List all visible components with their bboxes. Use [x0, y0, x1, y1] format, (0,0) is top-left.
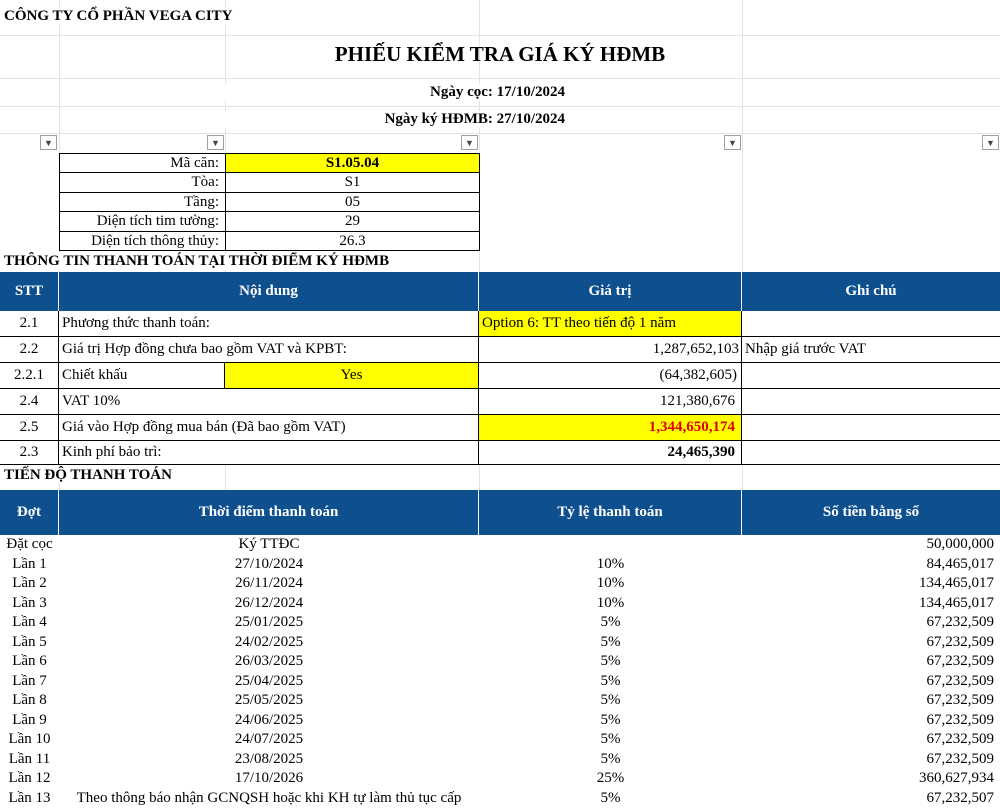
period-cell: Lần 13	[8, 789, 51, 806]
floor-value: 05	[226, 193, 479, 212]
period-cell: Lần 10	[8, 731, 51, 747]
period-cell: Lần 2	[12, 575, 47, 591]
header-stt: STT	[0, 272, 59, 311]
payment-row-stt: 2.2.1	[0, 363, 59, 389]
payment-row-note	[742, 415, 1000, 441]
deposit-date-value: 17/10/2024	[496, 84, 565, 100]
time-cell: 25/05/2025	[234, 692, 304, 708]
sign-date-value: 27/10/2024	[496, 111, 565, 127]
rate-cell: 5%	[600, 614, 621, 630]
header-time: Thời điểm thanh toán	[59, 490, 479, 535]
period-cell: Lần 11	[8, 750, 51, 767]
rate-cell	[479, 535, 742, 554]
rate-cell: 5%	[600, 653, 621, 669]
amount-cell: 134,465,017	[919, 594, 994, 611]
payment-row-stt: 2.5	[0, 415, 59, 441]
building-value: S1	[226, 173, 479, 193]
filter-dropdown-a[interactable]: ▼	[40, 135, 57, 150]
filter-dropdown-d[interactable]: ▼	[724, 135, 741, 150]
rate-cell: 5%	[600, 750, 621, 767]
time-cell: 26/03/2025	[234, 653, 304, 669]
amount-cell: 67,232,509	[926, 750, 994, 767]
rate-cell: 5%	[600, 672, 621, 689]
header-value: Giá trị	[479, 272, 742, 311]
amount-cell: 67,232,509	[926, 692, 994, 708]
time-cell: 27/10/2024	[234, 555, 304, 572]
filter-dropdown-c[interactable]: ▼	[461, 135, 478, 150]
time-cell: 25/04/2025	[234, 672, 304, 689]
building-label: Tòa:	[60, 173, 226, 193]
period-cell: Lần 8	[12, 692, 47, 708]
wall-area-label: Diện tích tim tường:	[60, 212, 226, 232]
period-cell: Lần 7	[12, 672, 47, 689]
period-cell: Lần 3	[12, 594, 47, 611]
period-cell: Đặt cọc	[6, 536, 53, 552]
schedule-header-row	[0, 490, 1000, 535]
rate-cell: 5%	[600, 692, 621, 708]
amount-cell: 67,232,509	[926, 711, 994, 728]
amount-cell: 360,627,934	[919, 770, 994, 786]
header-amount: Số tiền bằng số	[742, 490, 1000, 535]
rate-cell: 25%	[596, 770, 625, 786]
payment-section-title: THÔNG TIN THANH TOÁN TẠI THỜI ĐIỂM KÝ HĐMB	[4, 253, 393, 270]
vat-value: 121,380,676	[479, 389, 742, 415]
time-cell: 26/12/2024	[234, 594, 304, 611]
sign-date-row	[200, 111, 565, 128]
time-cell: Ký TTĐC	[238, 536, 300, 552]
period-cell: Lần 6	[12, 653, 47, 669]
discount-value: (64,382,605)	[479, 363, 742, 389]
filter-dropdown-e[interactable]: ▼	[982, 135, 999, 150]
time-cell: Theo thông báo nhận GCNQSH hoặc khi KH tự làm thủ tục cấp	[76, 789, 462, 806]
payment-row-note	[742, 441, 1000, 465]
period-cell: Lần 9	[12, 711, 47, 728]
filter-dropdown-b[interactable]: ▼	[207, 135, 224, 150]
rate-cell: 10%	[596, 555, 625, 572]
amount-cell: 84,465,017	[926, 555, 994, 572]
rate-cell: 10%	[596, 594, 625, 611]
time-cell: 17/10/2026	[234, 770, 304, 786]
period-cell: Lần 12	[8, 770, 51, 786]
rate-cell: 10%	[596, 575, 625, 591]
payment-row-content: Chiết khấu	[59, 363, 225, 389]
payment-table-body	[0, 311, 1000, 465]
header-period: Đợt	[0, 490, 59, 535]
payment-header-row	[0, 272, 1000, 311]
time-cell: 26/11/2024	[235, 575, 303, 591]
rate-cell: 5%	[600, 789, 621, 806]
payment-row-note	[742, 363, 1000, 389]
contract-value-before-vat[interactable]: 1,287,652,103	[479, 337, 742, 363]
payment-row-content: VAT 10%	[59, 389, 479, 415]
sign-date-label: Ngày ký HĐMB:	[384, 111, 493, 127]
payment-row-content: Phương thức thanh toán:	[59, 311, 479, 337]
unit-code-value: S1.05.04	[226, 154, 479, 173]
header-rate: Tỷ lệ thanh toán	[479, 490, 742, 535]
page-title: PHIẾU KIỂM TRA GIÁ KÝ HĐMB	[334, 42, 666, 66]
payment-row-content: Giá vào Hợp đồng mua bán (Đã bao gồm VAT)	[59, 415, 479, 441]
amount-cell: 67,232,507	[926, 789, 994, 806]
rate-cell: 5%	[600, 731, 621, 747]
header-note: Ghi chú	[742, 272, 1000, 311]
unit-code-label: Mã căn:	[60, 154, 226, 173]
payment-row-content: Giá trị Hợp đồng chưa bao gồm VAT và KPBT:	[59, 337, 479, 363]
header-content: Nội dung	[59, 272, 479, 311]
amount-cell: 67,232,509	[926, 672, 994, 689]
period-cell: Lần 1	[12, 555, 47, 572]
time-cell: 23/08/2025	[234, 750, 304, 767]
wall-area-value: 29	[226, 212, 479, 232]
unit-info-table	[59, 153, 480, 251]
time-cell: 24/06/2025	[234, 711, 304, 728]
period-cell: Lần 5	[12, 633, 47, 650]
amount-cell: 67,232,509	[926, 614, 994, 630]
amount-cell: 50,000,000	[926, 536, 994, 552]
net-area-value: 26.3	[339, 232, 366, 249]
payment-row-stt: 2.4	[0, 389, 59, 415]
amount-cell: 134,465,017	[919, 575, 994, 591]
schedule-section-title: TIẾN ĐỘ THANH TOÁN	[4, 467, 176, 484]
payment-row-content: Kinh phí bảo trì:	[59, 441, 479, 465]
maintenance-fee-value: 24,465,390	[479, 441, 742, 465]
payment-row-stt: 2.1	[0, 311, 59, 337]
rate-cell: 5%	[600, 711, 621, 728]
period-cell: Lần 4	[12, 614, 47, 630]
discount-flag[interactable]: Yes	[225, 363, 479, 389]
payment-row-note	[742, 389, 1000, 415]
payment-row-note: Nhập giá trước VAT	[742, 337, 1000, 363]
deposit-date-row	[200, 84, 565, 101]
floor-label: Tầng:	[60, 193, 226, 212]
amount-cell: 67,232,509	[926, 633, 994, 650]
payment-row-note	[742, 311, 1000, 337]
amount-cell: 67,232,509	[926, 731, 994, 747]
payment-row-stt: 2.3	[0, 441, 59, 465]
schedule-table-body	[0, 535, 1000, 808]
payment-method-value[interactable]: Option 6: TT theo tiến độ 1 năm	[479, 311, 742, 337]
amount-cell: 67,232,509	[926, 653, 994, 669]
net-area-label: Diện tích thông thủy:	[60, 232, 226, 250]
time-cell: 24/07/2025	[234, 731, 304, 747]
contract-total-value: 1,344,650,174	[479, 415, 742, 441]
deposit-date-label: Ngày cọc:	[430, 84, 493, 100]
rate-cell: 5%	[600, 633, 621, 650]
payment-row-stt: 2.2	[0, 337, 59, 363]
company-name: CÔNG TY CỔ PHẦN VEGA CITY	[4, 8, 239, 25]
time-cell: 24/02/2025	[234, 633, 304, 650]
time-cell: 25/01/2025	[234, 614, 304, 630]
